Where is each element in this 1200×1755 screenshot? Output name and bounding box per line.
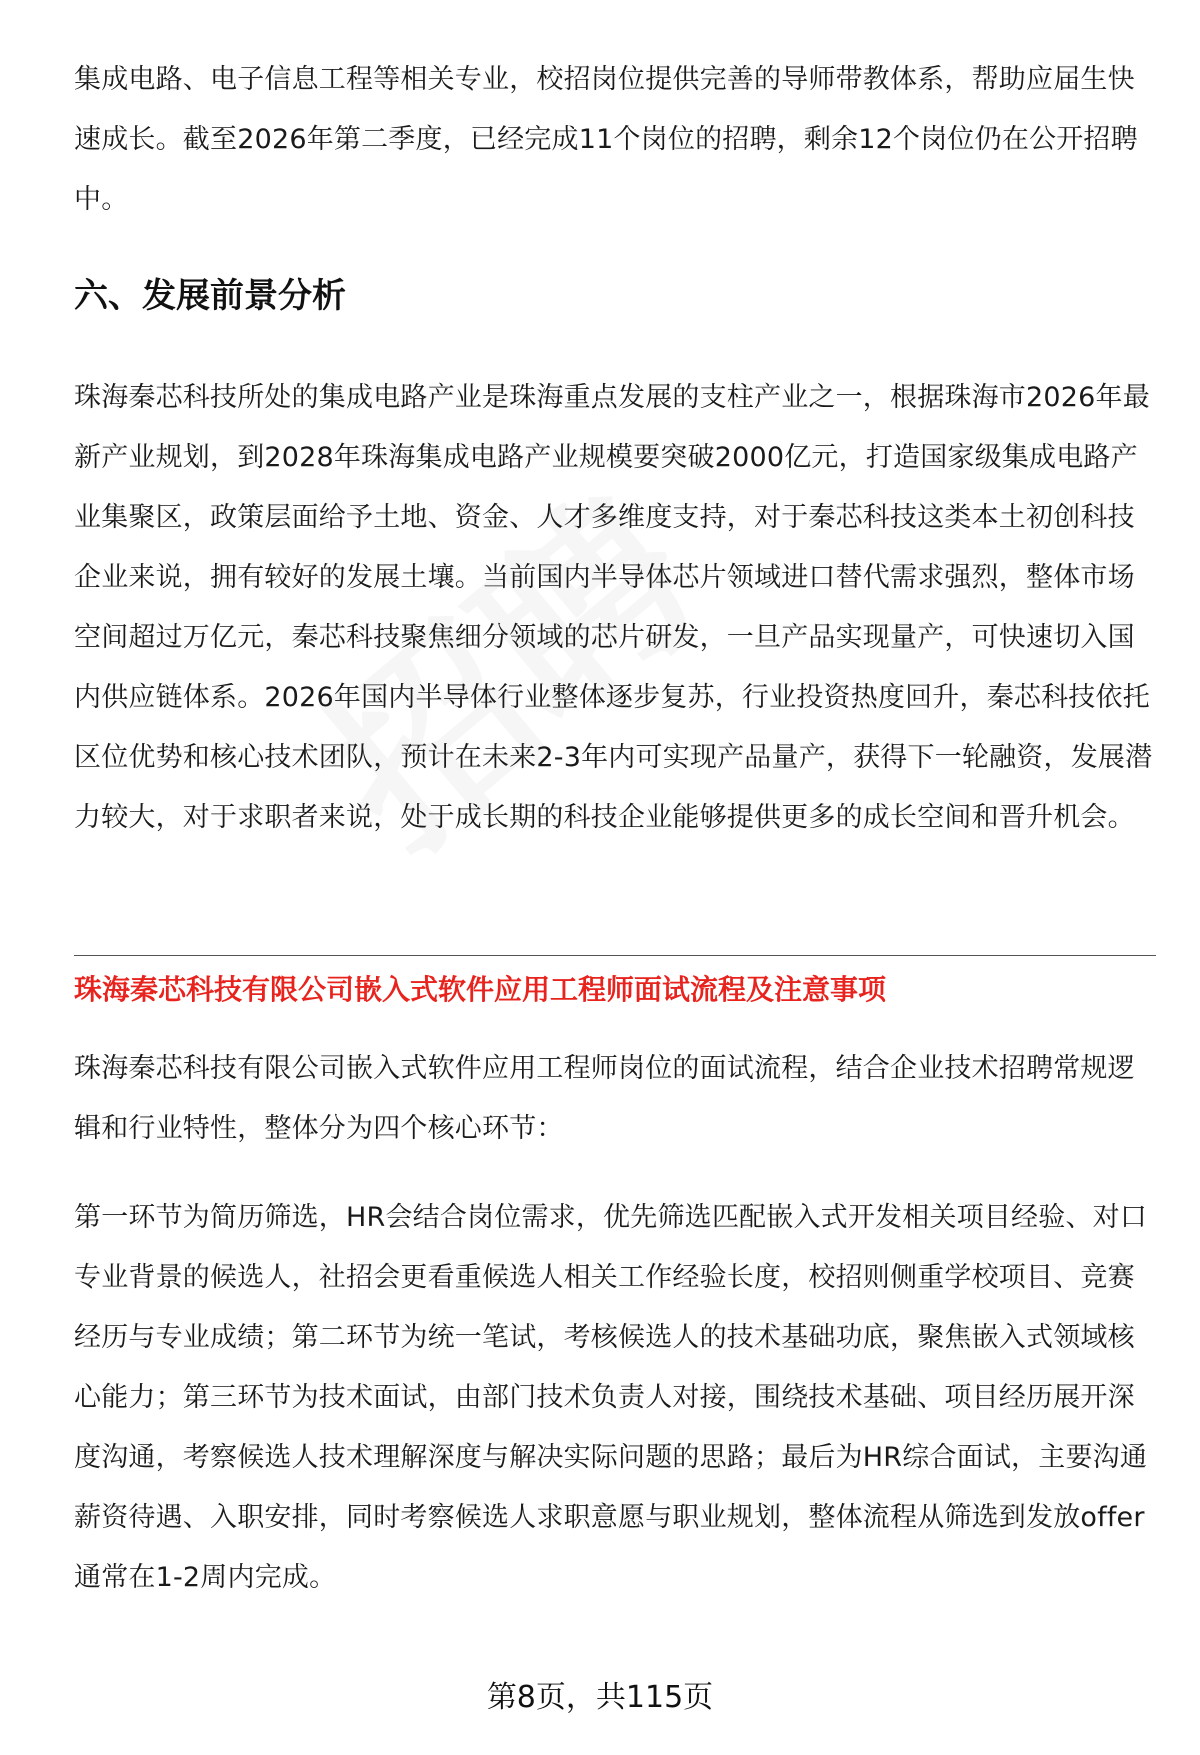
outlook-paragraph: 珠海秦芯科技所处的集成电路产业是珠海重点发展的支柱产业之一，根据珠海市2026年最新产业规划，到2028年珠海集成电路产业规模要突破2000亿元，打造国家级集成电路产业集聚区，政策层面给予土地、资金、人才多维度支持，对于秦芯科技这类本土初创科技企业来说，拥有较好的发展土壤。当前国内半导体芯片领域进口替代需求强烈，整体市场空间超过万亿元，秦芯科技聚焦细分领域的芯片研发，一旦产品实现量产，可快速切入国内供应链体系。2026年国内半导体行业整体逐步复苏，行业投资热度回升，秦芯科技依托区位优势和核心技术团队，预计在未来2-3年内可实现产品量产，获得下一轮融资，发展潜力较大，对于求职者来说，处于成长期的科技企业能够提供更多的成长空间和晋升机会。 <box>74 382 1153 833</box>
intro-continuation-paragraph: 集成电路、电子信息工程等相关专业，校招岗位提供完善的导师带教体系，帮助应届生快速成长。截至2026年第二季度，已经完成11个岗位的招聘，剩余12个岗位仍在公开招聘中。 <box>74 64 1138 215</box>
interview-heading: 珠海秦芯科技有限公司嵌入式软件应用工程师面试流程及注意事项 <box>74 973 887 1006</box>
section-heading-outlook: 六、发展前景分析 <box>74 276 346 316</box>
page-number: 第8页，共115页 <box>486 1680 714 1715</box>
section-divider <box>74 955 1156 956</box>
interview-intro-paragraph: 珠海秦芯科技有限公司嵌入式软件应用工程师岗位的面试流程，结合企业技术招聘常规逻辑和行业特性，整体分为四个核心环节： <box>74 1053 1135 1144</box>
interview-steps-paragraph: 第一环节为简历筛选，HR会结合岗位需求，优先筛选匹配嵌入式开发相关项目经验、对口专业背景的候选人，社招会更看重候选人相关工作经验长度，校招则侧重学校项目、竞赛经历与专业成绩；第二环节为统一笔试，考核候选人的技术基础功底，聚焦嵌入式领域核心能力；第三环节为技术面试，由部门技术负责人对接，围绕技术基础、项目经历展开深度沟通，考察候选人技术理解深度与解决实际问题的思路；最后为HR综合面试，主要沟通薪资待遇、入职安排，同时考察候选人求职意愿与职业规划，整体流程从筛选到发放offer通常在1-2周内完成。 <box>74 1202 1148 1593</box>
